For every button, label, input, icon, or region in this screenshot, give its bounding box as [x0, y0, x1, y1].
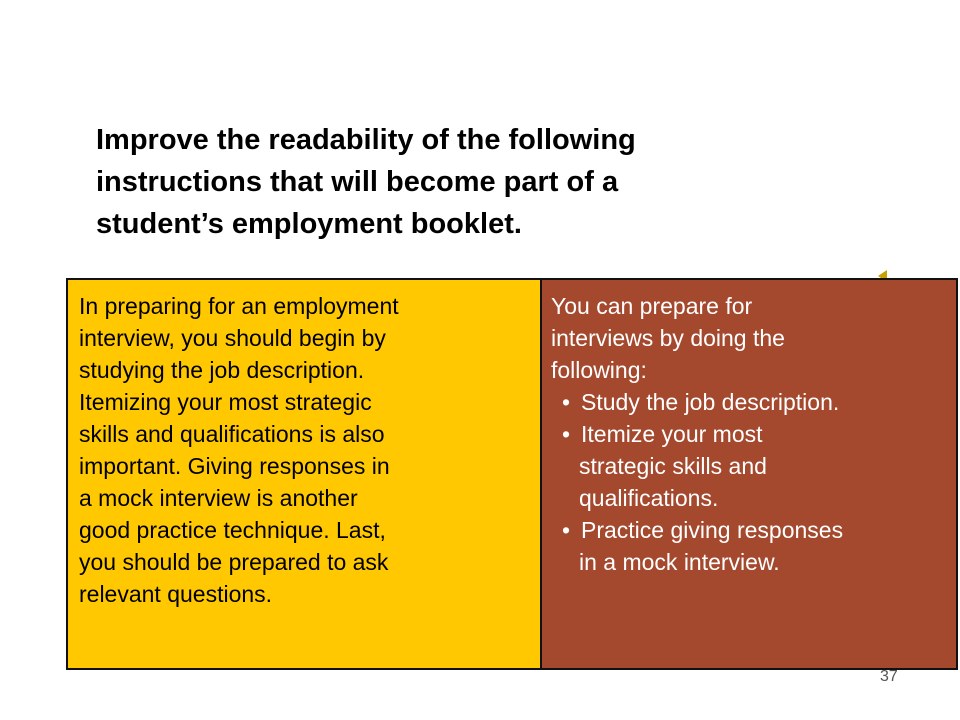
original-text-line: a mock interview is another: [79, 485, 358, 511]
title-line: Improve the readability of the following: [96, 124, 636, 156]
original-text-line: you should be prepared to ask: [79, 549, 389, 575]
intro-text-line: following:: [551, 357, 647, 383]
original-text-line: interview, you should begin by: [79, 325, 386, 351]
title-line: instructions that will become part of a: [96, 166, 619, 198]
bullet-icon: •: [561, 389, 571, 415]
bullet-text-continued: qualifications.: [579, 485, 719, 511]
intro-text-line: interviews by doing the: [551, 325, 785, 351]
original-instructions-box: [66, 278, 542, 670]
improved-instructions-box: [540, 278, 958, 670]
intro-text-line: You can prepare for: [551, 293, 753, 319]
original-text-line: In preparing for an employment: [79, 293, 399, 319]
bullet-item: [551, 418, 956, 450]
page-number: 37: [880, 668, 898, 685]
bullet-item: [551, 514, 956, 546]
bullet-text: Itemize your most: [581, 421, 763, 447]
bullet-icon: •: [561, 421, 571, 447]
original-text-line: Itemizing your most strategic: [79, 389, 372, 415]
bullet-item: [551, 386, 956, 418]
original-text-line: relevant questions.: [79, 581, 273, 607]
bullet-text: Study the job description.: [581, 389, 840, 415]
slide-title: [96, 119, 856, 245]
original-text-line: important. Giving responses in: [79, 453, 390, 479]
title-line: student’s employment booklet.: [96, 208, 522, 240]
original-text-line: good practice technique. Last,: [79, 517, 386, 543]
bullet-text-continued: strategic skills and: [579, 453, 767, 479]
bullet-icon: •: [561, 517, 571, 543]
bullet-text: Practice giving responses: [581, 517, 844, 543]
original-text-line: studying the job description.: [79, 357, 365, 383]
original-text-line: skills and qualifications is also: [79, 421, 385, 447]
bullet-text-continued: in a mock interview.: [579, 549, 780, 575]
